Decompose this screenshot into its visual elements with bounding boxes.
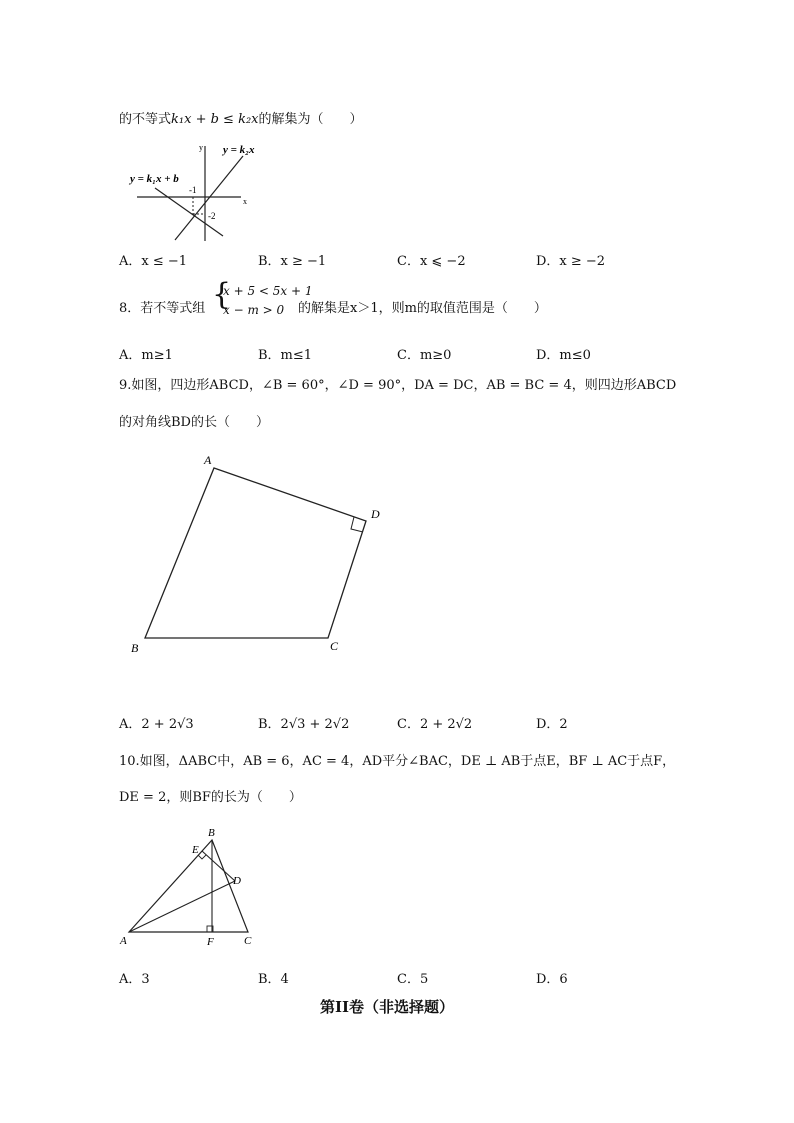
q7-option-b[interactable]: B．x ≥ −1 (258, 254, 327, 269)
q9-option-c[interactable]: C．2 + 2√2 (397, 717, 473, 732)
q10-triangle-figure (115, 822, 265, 950)
q9-label-b: B (131, 641, 139, 655)
q8-inequality-system (212, 277, 313, 324)
q9-option-d[interactable]: D．2 (536, 717, 568, 732)
q7-option-c[interactable]: C．x ⩽ −2 (397, 254, 466, 269)
q10-label-b: B (208, 827, 215, 839)
q10-label-a: A (120, 935, 127, 947)
q7-option-d[interactable]: D．x ≥ −2 (536, 254, 606, 269)
q8-brace: { (212, 277, 232, 312)
q7-option-a[interactable]: A．x ≤ −1 (119, 254, 188, 269)
q10-option-b[interactable]: B．4 (258, 972, 289, 987)
q7-x-axis-label: x (243, 197, 247, 206)
q9-stem-line1: 9.如图，四边形ABCD，∠B = 60°，∠D = 90°，DA = DC，AB = BC = 4，则四边形ABCD (119, 378, 677, 393)
q8-ineq1: x + 5 < 5x + 1 (223, 284, 313, 298)
q9-option-b[interactable]: B．2√3 + 2√2 (258, 717, 350, 732)
q9-label-a: A (204, 453, 212, 467)
q10-label-e: E (192, 844, 199, 856)
q10-stem-line1: 10.如图，ΔABC中，AB = 6，AC = 4，AD平分∠BAC，DE ⊥ AB于点E，BF ⊥ AC于点F， (119, 754, 676, 769)
q10-option-d[interactable]: D．6 (536, 972, 568, 987)
q10-stem-line2: DE = 2，则BF的长为（ ） (119, 790, 302, 805)
q7-y-axis-label: y (199, 143, 203, 152)
q8-option-b[interactable]: B．m≤1 (258, 348, 313, 363)
q8-ineq2: x − m > 0 (223, 303, 285, 317)
q10-option-a[interactable]: A．3 (119, 972, 150, 987)
q7-tick-minus1: -1 (189, 185, 197, 195)
q7-tick-minus2: -2 (208, 211, 216, 221)
q10-label-d: D (233, 875, 241, 887)
q9-stem-line2: 的对角线BD的长（ ） (119, 415, 269, 430)
q7-line1-label: y = k₁x + b (130, 173, 179, 185)
q10-label-c: C (244, 935, 252, 947)
q8-option-a[interactable]: A．m≥1 (119, 348, 173, 363)
q8-stem-suffix: 的解集是x＞1，则m的取值范围是（ ） (298, 301, 547, 316)
q7-graph-figure (125, 138, 265, 242)
q10-option-c[interactable]: C．5 (397, 972, 429, 987)
q8-option-c[interactable]: C．m≥0 (397, 348, 452, 363)
q9-quadrilateral-figure (125, 450, 385, 660)
q8-option-d[interactable]: D．m≤0 (536, 348, 591, 363)
q9-label-d: D (371, 507, 380, 521)
q9-option-a[interactable]: A．2 + 2√3 (119, 717, 194, 732)
q8-stem-prefix: 8．若不等式组 (119, 301, 206, 316)
section-title: 第II卷（非选择题） (320, 998, 455, 1016)
q7-stem: 的不等式k₁x + b ≤ k₂x的解集为（ ） (119, 112, 363, 127)
q9-label-c: C (330, 639, 339, 653)
q7-line2-label: y = k₂x (223, 144, 255, 156)
q10-label-f: F (207, 936, 214, 948)
